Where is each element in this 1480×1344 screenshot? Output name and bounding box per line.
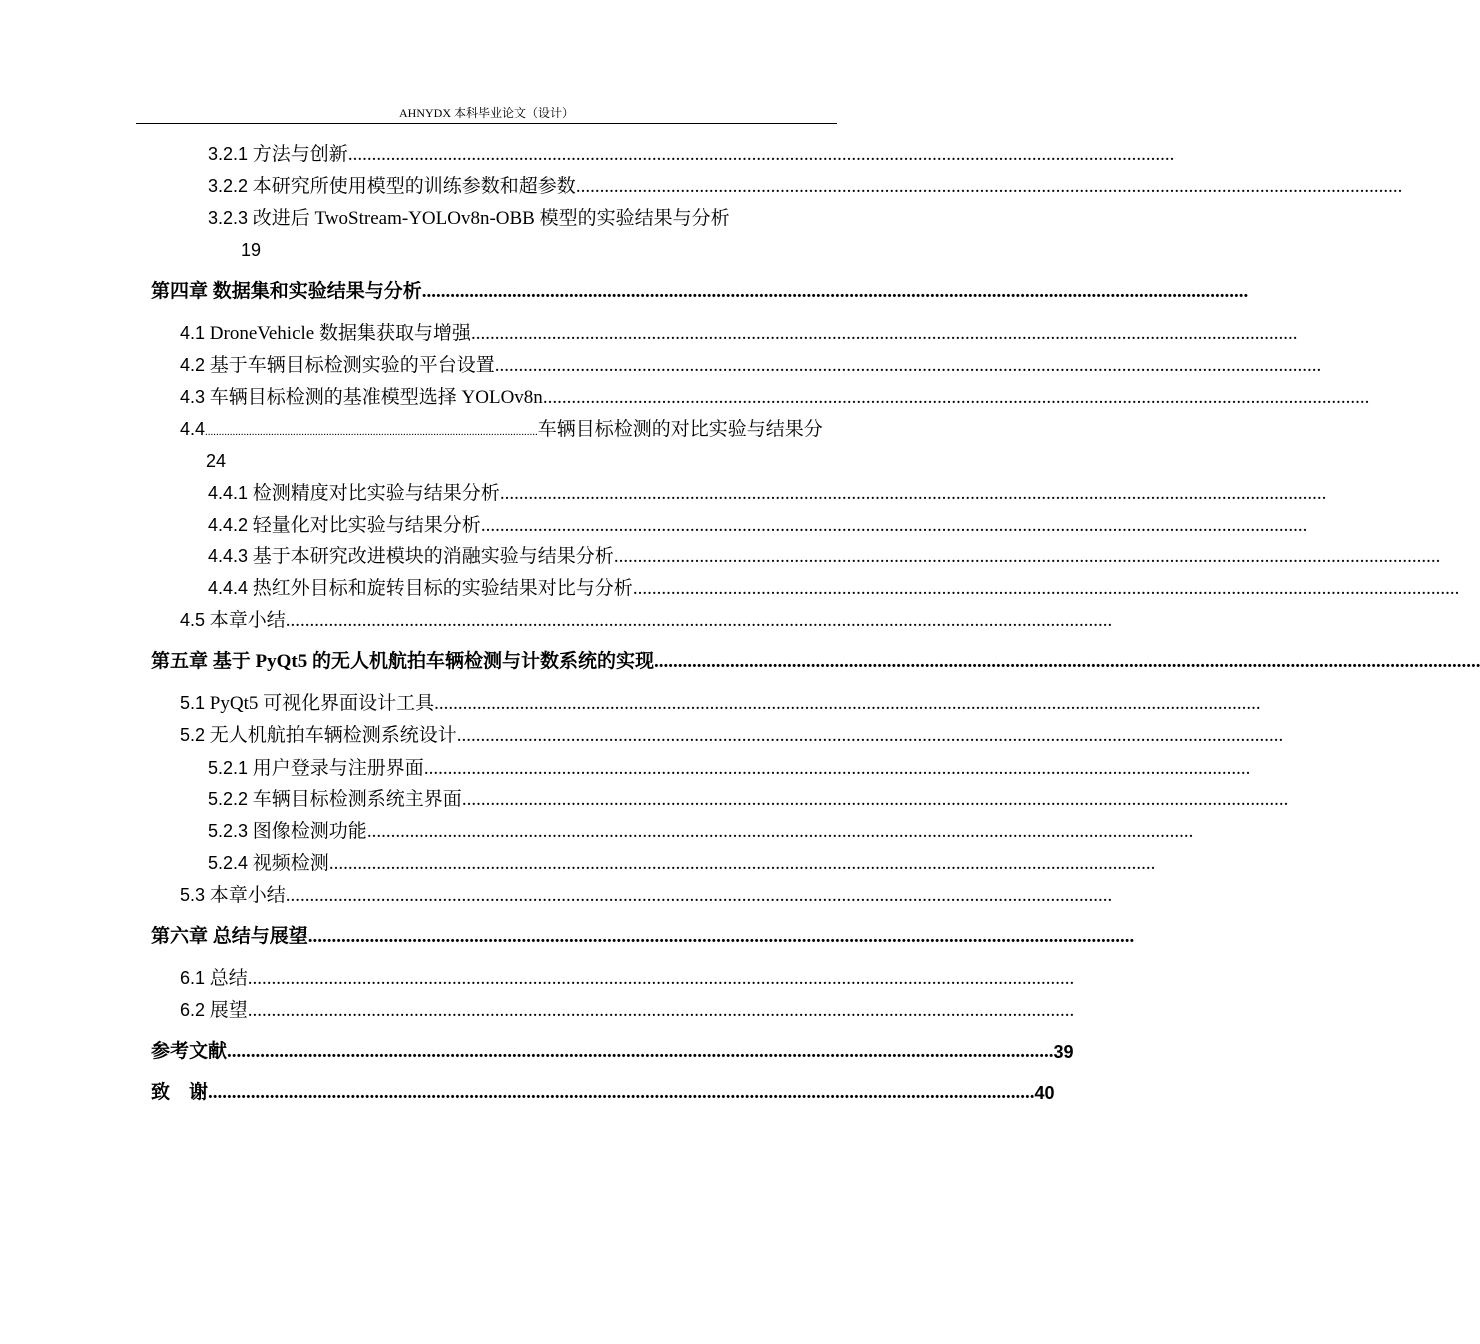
toc-leader: .............................................................................................................................................................................. — [285, 610, 1113, 631]
toc-chapter-title: 参考文献 — [151, 1041, 228, 1062]
toc-entry-number: 5.1 — [180, 693, 206, 713]
toc-entry[interactable] — [208, 142, 1175, 167]
toc-entry-title: 图像检测功能 — [252, 821, 367, 842]
toc-leader: .............................................................................................................................................................................. — [421, 281, 1249, 302]
toc-leader: .............................................................................................................................................................................. — [494, 355, 1322, 376]
toc-leader: .............................................................................................................................................................................. — [471, 323, 1298, 344]
toc-leader: .............................................................................................................................................................................. — [461, 789, 1289, 810]
toc-entry[interactable] — [208, 513, 1308, 538]
toc-entry-number: 5.2 — [180, 725, 206, 745]
toc-leader: .............................................................................................................................................................................. — [632, 578, 1460, 599]
toc-leader: .............................................................................................................................................................................. — [613, 546, 1441, 567]
toc-entry[interactable] — [208, 851, 1156, 876]
toc-entry-title: 展望 — [209, 1000, 248, 1021]
toc-entry-number: 4.4.3 — [208, 546, 249, 566]
toc-entry-number: 5.2.1 — [208, 758, 249, 778]
toc-chapter[interactable] — [151, 1040, 1074, 1064]
toc-entry-title: 无人机航拍车辆检测系统设计 — [209, 725, 457, 746]
toc-entry-number: 4.3 — [180, 387, 206, 407]
toc-entry-title: 视频检测 — [252, 853, 329, 874]
toc-entry[interactable] — [180, 608, 1113, 633]
toc-entry[interactable] — [208, 481, 1327, 506]
toc-leader: .............................................................................................................................................................................. — [247, 1000, 1075, 1021]
toc-chapter[interactable] — [151, 1081, 1055, 1105]
toc-entry-number: 5.2.3 — [208, 821, 249, 841]
toc-page-number: 19 — [241, 240, 262, 260]
toc-leader: .............................................................................................................................................................................. — [423, 758, 1251, 779]
toc-entry-title: 本章小结 — [209, 885, 286, 906]
toc-leader: .............................................................................................................................................................................. — [328, 853, 1156, 874]
toc-entry-title: 车辆目标检测的对比实验与结果分 — [537, 419, 823, 440]
toc-entry[interactable] — [180, 883, 1113, 908]
toc-leader: ......................................................................................................................... — [205, 426, 538, 438]
toc-leader: .............................................................................................................................................................................. — [208, 1082, 1035, 1103]
toc-entry-number: 5.2.4 — [208, 853, 249, 873]
toc-leader: .............................................................................................................................................................................. — [434, 693, 1261, 714]
toc-entry-title: 总结 — [209, 968, 248, 989]
toc-entry[interactable] — [180, 966, 1075, 991]
header-rule — [136, 123, 837, 124]
toc-entry-title: 基于车辆目标检测实验的平台设置 — [209, 355, 495, 376]
toc-page-number: 24 — [206, 451, 227, 471]
page-header: AHNYDX 本科毕业论文（设计） — [399, 106, 574, 120]
toc-chapter[interactable] — [151, 650, 1480, 674]
toc-entry-number: 4.4.4 — [208, 578, 249, 598]
toc-entry-number: 4.4 — [180, 419, 206, 439]
toc-entry[interactable] — [180, 691, 1261, 716]
toc-leader: .............................................................................................................................................................................. — [366, 821, 1194, 842]
toc-entry-number: 4.1 — [180, 323, 206, 343]
toc-leader: .............................................................................................................................................................................. — [227, 1041, 1054, 1062]
toc-entry[interactable] — [208, 544, 1441, 569]
toc-leader: .............................................................................................................................................................................. — [307, 926, 1135, 947]
toc-entry-title: DroneVehicle 数据集获取与增强 — [209, 323, 471, 344]
toc-entry-number: 4.4.1 — [208, 483, 249, 503]
toc-entry-number: 4.4.2 — [208, 515, 249, 535]
toc-entry[interactable] — [208, 756, 1251, 781]
toc-entry[interactable] — [208, 787, 1289, 812]
toc-entry-number: 5.2.2 — [208, 789, 249, 809]
toc-leader: .............................................................................................................................................................................. — [542, 387, 1370, 408]
toc-leader: .............................................................................................................................................................................. — [499, 483, 1327, 504]
toc-entry-title: 热红外目标和旋转目标的实验结果对比与分析 — [252, 578, 633, 599]
toc-chapter-title: 第五章 基于 PyQt5 的无人机航拍车辆检测与计数系统的实现 — [151, 651, 654, 672]
toc-entry[interactable] — [208, 174, 1403, 199]
toc-entry-title: 轻量化对比实验与结果分析 — [252, 515, 481, 536]
toc-entry-number: 6.2 — [180, 1000, 206, 1020]
toc-leader: .............................................................................................................................................................................. — [347, 144, 1175, 165]
toc-entry-title: 本章小结 — [209, 610, 286, 631]
toc-entry-title: 基于本研究改进模块的消融实验与结果分析 — [252, 546, 614, 567]
toc-leader: .............................................................................................................................................................................. — [285, 885, 1113, 906]
toc-chapter-title: 致 谢 — [151, 1082, 209, 1103]
toc-entry-number: 3.2.1 — [208, 144, 249, 164]
toc-leader: .............................................................................................................................................................................. — [575, 176, 1403, 197]
toc-entry[interactable] — [180, 998, 1075, 1023]
toc-entry-title: 方法与创新 — [252, 144, 348, 165]
toc-entry-number: 3.2.3 — [208, 208, 249, 228]
toc-entry[interactable] — [180, 353, 1322, 378]
toc-entry-title: 改进后 TwoStream-YOLOv8n-OBB 模型的实验结果与分析 — [252, 208, 730, 229]
toc-entry[interactable] — [208, 206, 950, 231]
toc-chapter[interactable] — [151, 280, 1249, 304]
toc-entry-number: 3.2.2 — [208, 176, 249, 196]
toc-entry-title: 车辆目标检测系统主界面 — [252, 789, 462, 810]
toc-entry[interactable] — [180, 385, 1370, 410]
toc-entry[interactable] — [208, 819, 1194, 844]
toc-entry-title: PyQt5 可视化界面设计工具 — [209, 693, 435, 714]
toc-entry-number: 4.2 — [180, 355, 206, 375]
toc-leader: .............................................................................................................................................................................. — [480, 515, 1308, 536]
toc-entry-title: 检测精度对比实验与结果分析 — [252, 483, 500, 504]
toc-entry-title: 车辆目标检测的基准模型选择 YOLOv8n — [209, 387, 543, 408]
toc-leader: .............................................................................................................................................................................. — [456, 725, 1284, 746]
toc-entry-number: 6.1 — [180, 968, 206, 988]
toc-leader: .............................................................................................................................................................................. — [653, 651, 1480, 672]
toc-page-number: 40 — [1034, 1083, 1055, 1103]
toc-entry-number: 5.3 — [180, 885, 206, 905]
toc-entry[interactable] — [180, 321, 1298, 346]
toc-entry-number: 4.5 — [180, 610, 206, 630]
toc-chapter[interactable] — [151, 925, 1135, 949]
toc-entry[interactable] — [180, 417, 950, 444]
toc-entry-title: 本研究所使用模型的训练参数和超参数 — [252, 176, 576, 197]
toc-chapter-title: 第四章 数据集和实验结果与分析 — [151, 281, 422, 302]
toc-entry-title: 用户登录与注册界面 — [252, 758, 424, 779]
toc-entry[interactable] — [208, 576, 1460, 601]
toc-chapter-title: 第六章 总结与展望 — [151, 926, 308, 947]
toc-entry[interactable] — [180, 723, 1284, 748]
toc-leader: .............................................................................................................................................................................. — [247, 968, 1075, 989]
toc-page-number: 39 — [1053, 1042, 1074, 1062]
